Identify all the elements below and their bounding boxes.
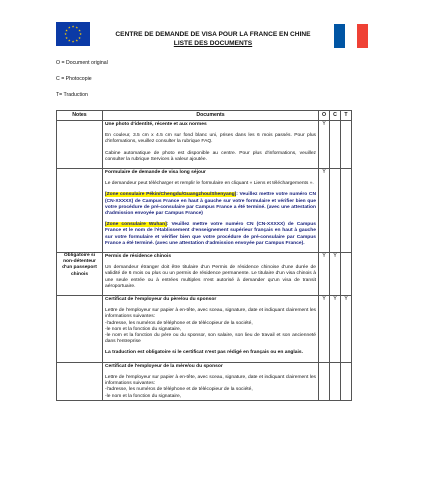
document-cell bbox=[103, 169, 319, 253]
table-row bbox=[57, 169, 352, 253]
notes-cell bbox=[57, 296, 103, 363]
zone-label-highlight: [Zone consulaire Wuhan] bbox=[105, 222, 167, 228]
header-o: O bbox=[319, 111, 330, 121]
title-line: CENTRE DE DEMANDE DE VISA POUR LA FRANCE EN CHINE bbox=[115, 31, 311, 38]
document-title: Une photo d'identité, récente et aux normes bbox=[105, 122, 207, 127]
mark-t: Y bbox=[341, 296, 352, 363]
eu-flag-icon bbox=[56, 22, 90, 46]
zone-wuhan-instructions bbox=[105, 222, 316, 247]
mark-o: Y bbox=[319, 253, 330, 296]
document-text: Cabine automatique de photo est disponible au centre. Pour plus d'informations, veuillez consulter la rubrique Services à valeur ajoutée. bbox=[105, 150, 316, 162]
eu-star-icon: ★ bbox=[71, 39, 75, 44]
mark-t bbox=[341, 253, 352, 296]
document-cell bbox=[103, 296, 319, 363]
document-title: Certificat de l'employeur du père/ou du sponsor bbox=[105, 297, 217, 303]
list-item: -l'adresse, les numéros de téléphone et de télécopieur de la société, bbox=[105, 387, 253, 393]
legend-original: O = Document original bbox=[56, 60, 108, 66]
document-text: Lettre de l'employeur sur papier à en-tête, avec sceau, signature, date et indiquant clairement les informations suivantes: bbox=[105, 308, 316, 320]
eu-star-icon: ★ bbox=[71, 24, 75, 29]
subtitle-line: LISTE DES DOCUMENTS bbox=[173, 40, 253, 47]
translation-note: La traduction est obligatoire si le certificat n'est pas rédigé en français ou en anglais. bbox=[105, 350, 303, 356]
header-documents: Documents bbox=[103, 111, 319, 121]
mark-c bbox=[330, 121, 341, 169]
document-title: Certificat de l'employeur de la mère/ou du sponsor bbox=[105, 363, 223, 369]
eu-star-icon: ★ bbox=[67, 38, 71, 43]
mark-o: Y bbox=[319, 296, 330, 363]
document-text: Lettre de l'employeur sur papier à en-tête, avec sceau, signature, date et indiquant clairement les informations suivantes: bbox=[105, 374, 316, 387]
eu-star-icon: ★ bbox=[79, 32, 82, 37]
france-flag-icon bbox=[334, 24, 368, 48]
eu-star-icon: ★ bbox=[64, 32, 67, 37]
zone-text: : Veuillez mettre votre numéro CN (CN-XXXXX) de Campus France et le nom de l'établissement d'enseignement supérieur français en haut à gauche sur votre formulaire et vérifier bien que votre procédure de pré-consulaire par Campus France a été terminé. (avec une attestation d'admission envoyée par Campus France). bbox=[105, 222, 316, 246]
header-notes: Notes bbox=[57, 111, 103, 121]
mark-t bbox=[341, 121, 352, 169]
zone-label-highlight: [Zone consulaire Pékin/Chengdu/Guangzhou/Shenyang] bbox=[105, 192, 237, 198]
mark-t bbox=[341, 169, 352, 253]
document-text: En couleur, 3.5 cm x 4.5 cm sur fond blanc uni, prises dans les 6 mois passés. Pour plus d'informations, veuillez consulter la rubrique FAQ. bbox=[105, 133, 316, 145]
mark-o bbox=[319, 362, 330, 400]
legend-translation: T= Traduction bbox=[56, 92, 88, 98]
document-title: Permis de résidence chinois bbox=[105, 254, 172, 260]
mark-c bbox=[330, 362, 341, 400]
eu-star-icon: ★ bbox=[65, 35, 68, 40]
list-item: -l'adresse, les numéros de téléphone et de télécopieur de la société, bbox=[105, 320, 253, 326]
eu-star-icon: ★ bbox=[75, 38, 79, 43]
notes-cell bbox=[57, 362, 103, 400]
mark-t bbox=[341, 362, 352, 400]
header-t: T bbox=[341, 111, 352, 121]
eu-star-icon: ★ bbox=[75, 25, 79, 30]
header-c: C bbox=[330, 111, 341, 121]
documents-table bbox=[56, 110, 352, 401]
list-item: -le nom et la fonction du père ou du sponsor, son salaire, son lieu de travail et son ancienneté dans l'entreprise bbox=[105, 333, 316, 345]
notes-cell bbox=[57, 121, 103, 169]
document-text: Un demandeur étranger doit être titulaire d'un Permis de résidence chinoise d'une durée de validité de 6 mois ou plus ou un permis de résidence permanente. Le titulaire d'un visa chinois à une seule entrée ou à entrées multiples n'est autorisé à demander qu'un visa de transit aéroportuaire. bbox=[105, 265, 316, 289]
notes-cell bbox=[57, 169, 103, 253]
table-row bbox=[57, 121, 352, 169]
notes-cell: Obligatoire si non-détenteur d'un passeport chinois bbox=[57, 253, 103, 296]
document-text: Le demandeur peut télécharger et remplir le formulaire en cliquant « Liens et téléchargements ». bbox=[105, 181, 314, 187]
zone-text: : Veuillez mettre votre numéro CN (CN-XXXXX) de Campus France en haut à gauche sur votre formulaire et vérifier bien que votre procédure de pré-consulaire par Campus France a été terminé. (avec une attestation d'admission envoyée par Campus France) bbox=[105, 192, 316, 217]
mark-c: Y bbox=[330, 296, 341, 363]
mark-o: Y bbox=[319, 121, 330, 169]
document-cell bbox=[103, 362, 319, 400]
document-cell bbox=[103, 253, 319, 296]
eu-star-icon: ★ bbox=[65, 28, 68, 33]
mark-c: Y bbox=[330, 253, 341, 296]
list-item: -le nom et la fonction du signataire, bbox=[105, 393, 182, 399]
table-row bbox=[57, 362, 352, 400]
list-item: -le nom et la fonction du signataire, bbox=[105, 326, 182, 332]
mark-o: Y bbox=[319, 169, 330, 253]
page-title bbox=[95, 30, 331, 48]
table-row bbox=[57, 253, 352, 296]
table-row bbox=[57, 296, 352, 363]
mark-c bbox=[330, 169, 341, 253]
legend-copy: C = Photocopie bbox=[56, 76, 92, 82]
document-cell bbox=[103, 121, 319, 169]
document-title: Formulaire de demande de visa long séjour bbox=[105, 170, 206, 176]
table-header-row bbox=[57, 111, 352, 121]
eu-star-icon: ★ bbox=[78, 35, 81, 40]
eu-star-icon: ★ bbox=[78, 28, 81, 33]
eu-star-icon: ★ bbox=[67, 25, 71, 30]
zone-beijing-instructions bbox=[105, 192, 316, 217]
